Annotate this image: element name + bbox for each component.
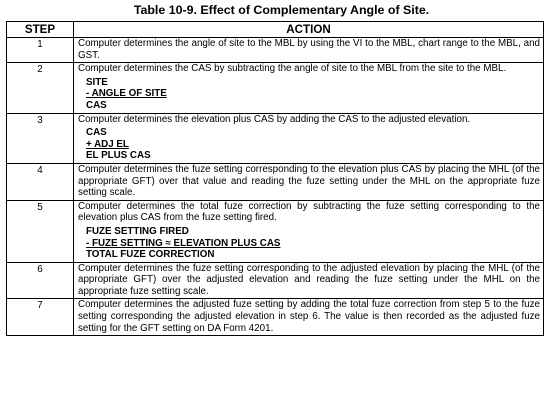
- table-row: [7, 262, 544, 299]
- step-number: 2: [7, 63, 74, 113]
- table-row: [7, 200, 544, 262]
- action-text: Computer determines the adjusted fuze setting by adding the total fuze correction from step 5 to the fuze setting corresponding the adjusted elevation in step 6. The value is then recorded as the adjusted fuze setting for the GFT setting on DA Form 4201.: [78, 299, 540, 334]
- calc-term: SITE: [86, 76, 108, 88]
- table-row: [7, 38, 544, 63]
- action-cell: [74, 63, 544, 113]
- calc-subtrahend: - FUZE SETTING ≈ ELEVATION PLUS CAS: [86, 237, 281, 249]
- step-number: 6: [7, 262, 74, 299]
- action-text: Computer determines the angle of site to the MBL by using the VI to the MBL, chart range to the MBL, and GST.: [78, 38, 540, 61]
- calc-subtrahend: - ANGLE OF SITE: [86, 88, 167, 100]
- step-number: 1: [7, 38, 74, 63]
- calc-result: [78, 249, 540, 261]
- step-number: 3: [7, 113, 74, 163]
- calc-term: TOTAL FUZE CORRECTION: [86, 249, 215, 261]
- action-cell: [74, 38, 544, 63]
- action-cell: [74, 113, 544, 163]
- calc-line: [78, 139, 540, 151]
- step-column-header: STEP: [7, 22, 74, 38]
- action-text: Computer determines the fuze setting corresponding to the elevation plus CAS by placing the MHL (of the appropriate GFT) over that value and reading the fuze setting under the MHL on the appropriate fuze setting scale.: [78, 163, 540, 199]
- step-number: 4: [7, 163, 74, 200]
- action-text: Computer determines the total fuze correction by subtracting the fuze setting corresponding to the elevation plus CAS from the fuze setting fired.: [78, 200, 540, 224]
- calc-result: [78, 150, 540, 162]
- action-text: Computer determines the CAS by subtracting the angle of site to the MBL from the site to the MBL.: [78, 63, 507, 75]
- calc-line: [78, 238, 540, 250]
- calc-term: EL PLUS CAS: [86, 150, 151, 162]
- calc-line: [78, 226, 540, 238]
- action-column-header: ACTION: [74, 22, 544, 38]
- calc-result: [78, 100, 540, 112]
- action-cell: [74, 163, 544, 200]
- header-row: [7, 22, 544, 38]
- action-cell: [74, 262, 544, 299]
- calc-line: [78, 77, 540, 89]
- calc-term: CAS: [86, 127, 107, 139]
- action-text: Computer determines the fuze setting corresponding to the adjusted elevation by placing the MHL (of the appropriate GFT) over the adjusted elevation and reading the fuze setting under the MHL on the appropriate fuze setting scale.: [78, 262, 540, 297]
- calc-line: [78, 127, 540, 139]
- calc-term: FUZE SETTING FIRED: [86, 225, 189, 237]
- table-row: [7, 299, 544, 336]
- step-number: 7: [7, 299, 74, 336]
- calc-line: [78, 88, 540, 100]
- table-row: [7, 163, 544, 200]
- table-caption: Table 10-9. Effect of Complementary Angle of Site.: [133, 3, 430, 17]
- action-cell: [74, 299, 544, 336]
- table-row: [7, 113, 544, 163]
- step-number: 5: [7, 200, 74, 262]
- steps-table: [6, 21, 544, 336]
- action-text: Computer determines the elevation plus CAS by adding the CAS to the adjusted elevation.: [78, 113, 471, 125]
- calc-term: CAS: [86, 99, 107, 111]
- action-cell: [74, 200, 544, 262]
- calc-addend: + ADJ EL: [86, 138, 129, 150]
- table-row: [7, 63, 544, 113]
